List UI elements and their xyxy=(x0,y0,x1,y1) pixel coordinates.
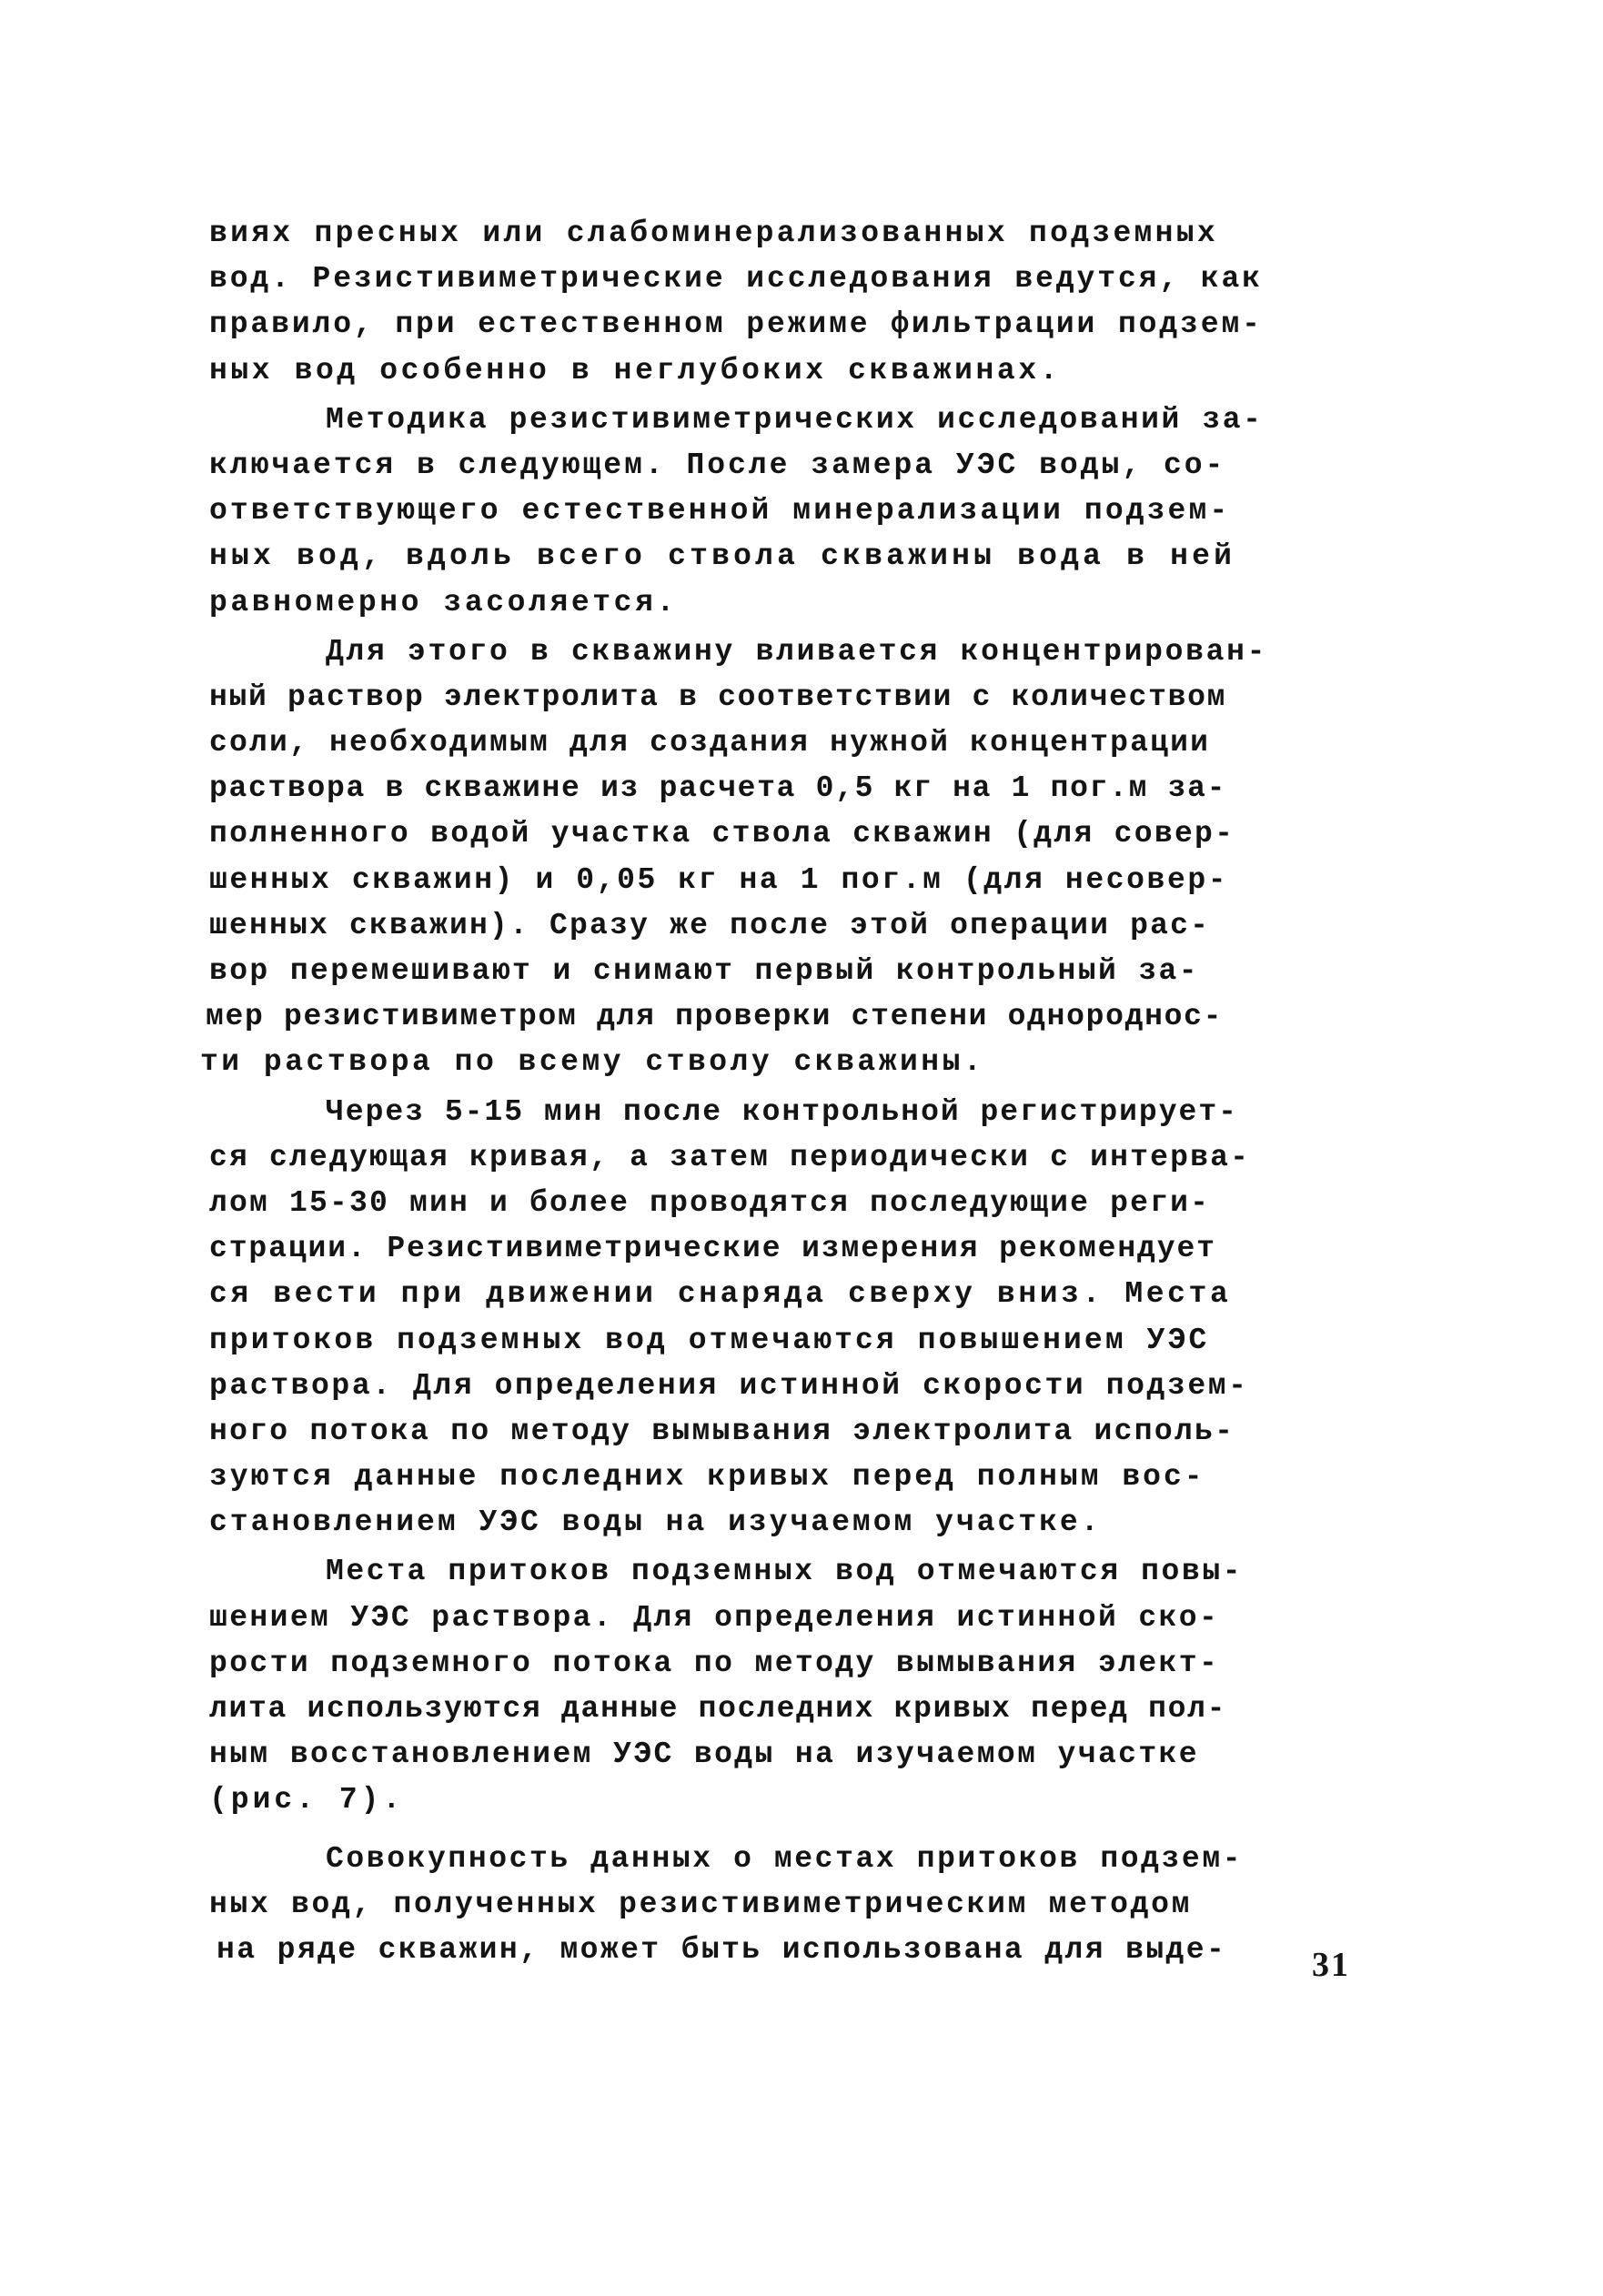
text-line: лита используются данные последних кривых перед пол- xyxy=(209,1692,1227,1726)
text-line: ным восстановлением УЭС воды на изучаемом участке xyxy=(209,1737,1199,1772)
text-line: ся следующая кривая, а затем периодически с интерва- xyxy=(209,1140,1251,1174)
text-line: ключается в следующем. После замера УЭС воды, со- xyxy=(209,448,1226,482)
text-line: ный раствор электролита в соответствии с количеством xyxy=(209,680,1227,714)
text-line: шением УЭС раствора. Для определения истинной ско- xyxy=(209,1600,1220,1635)
paragraph-start-line: Места притоков подземных вод отмечаются повы- xyxy=(326,1555,1244,1589)
text-line: шенных скважин). Сразу же после этой операции рас- xyxy=(209,908,1211,942)
text-line: притоков подземных вод отмечаются повышением УЭС xyxy=(209,1323,1210,1357)
paragraph-start-line: Для этого в скважину вливается концентрирован- xyxy=(326,634,1268,669)
paragraph-start-line: Методика резистивиметрических исследований за- xyxy=(326,402,1264,437)
text-line: ти раствора по всему стволу скважины. xyxy=(200,1045,985,1080)
text-line: становлением УЭС воды на изучаемом участке. xyxy=(209,1505,1102,1540)
body-text xyxy=(200,211,1392,1973)
paragraph-start-line: Совокупность данных о местах притоков подзем- xyxy=(326,1841,1244,1876)
text-line: виях пресных или слабоминерализованных подземных xyxy=(209,217,1218,250)
text-line: соли, необходимым для создания нужной концентрации xyxy=(209,726,1211,760)
text-line: ных вод, полученных резистивиметрическим методом xyxy=(209,1887,1193,1921)
paragraph-start-line: Через 5-15 мин после контрольной регистрирует- xyxy=(326,1094,1238,1129)
text-line: ных вод особенно в неглубоких скважинах. xyxy=(209,353,1062,388)
text-line: зуются данные последних кривых перед полным вос- xyxy=(209,1460,1205,1495)
text-line: рости подземного потока по методу вымывания элект- xyxy=(209,1646,1220,1680)
text-line: мер резистивиметром для проверки степени однороднос- xyxy=(206,1000,1224,1034)
text-line: ных вод, вдоль всего ствола скважины вода в ней xyxy=(209,539,1236,574)
text-line: лом 15-30 мин и более проводятся последующие реги- xyxy=(209,1185,1211,1220)
text-line: вод. Резистивиметрические исследования ведутся, как xyxy=(209,262,1263,297)
text-line: полненного водой участка ствола скважин (для совер- xyxy=(209,817,1235,851)
text-line: раствора в скважине из расчета 0,5 кг на 1 пог.м за- xyxy=(209,771,1227,806)
text-line: шенных скважин) и 0,05 кг на 1 пог.м (для несовер- xyxy=(209,862,1229,897)
text-line: ного потока по методу вымывания электролита исполь- xyxy=(209,1414,1235,1448)
text-line: равномерно засоляется. xyxy=(209,585,678,619)
text-line: (рис. 7). xyxy=(209,1783,405,1818)
text-line: страции. Резистивиметрические измерения рекомендует xyxy=(209,1232,1216,1266)
text-line: на ряде скважин, может быть использована для выде- xyxy=(217,1932,1227,1967)
text-line: правило, при естественном режиме фильтрации подзем- xyxy=(209,307,1263,342)
page-number: 31 xyxy=(1312,1946,1350,1984)
text-line: вор перемешивают и снимают первый контрольный за- xyxy=(209,954,1199,988)
text-line: ответствующего естественной минерализации подзем- xyxy=(209,494,1231,529)
text-line: раствора. Для определения истинной скорости подзем- xyxy=(209,1368,1249,1403)
text-line: ся вести при движении снаряда сверху вниз. Места xyxy=(209,1277,1232,1312)
